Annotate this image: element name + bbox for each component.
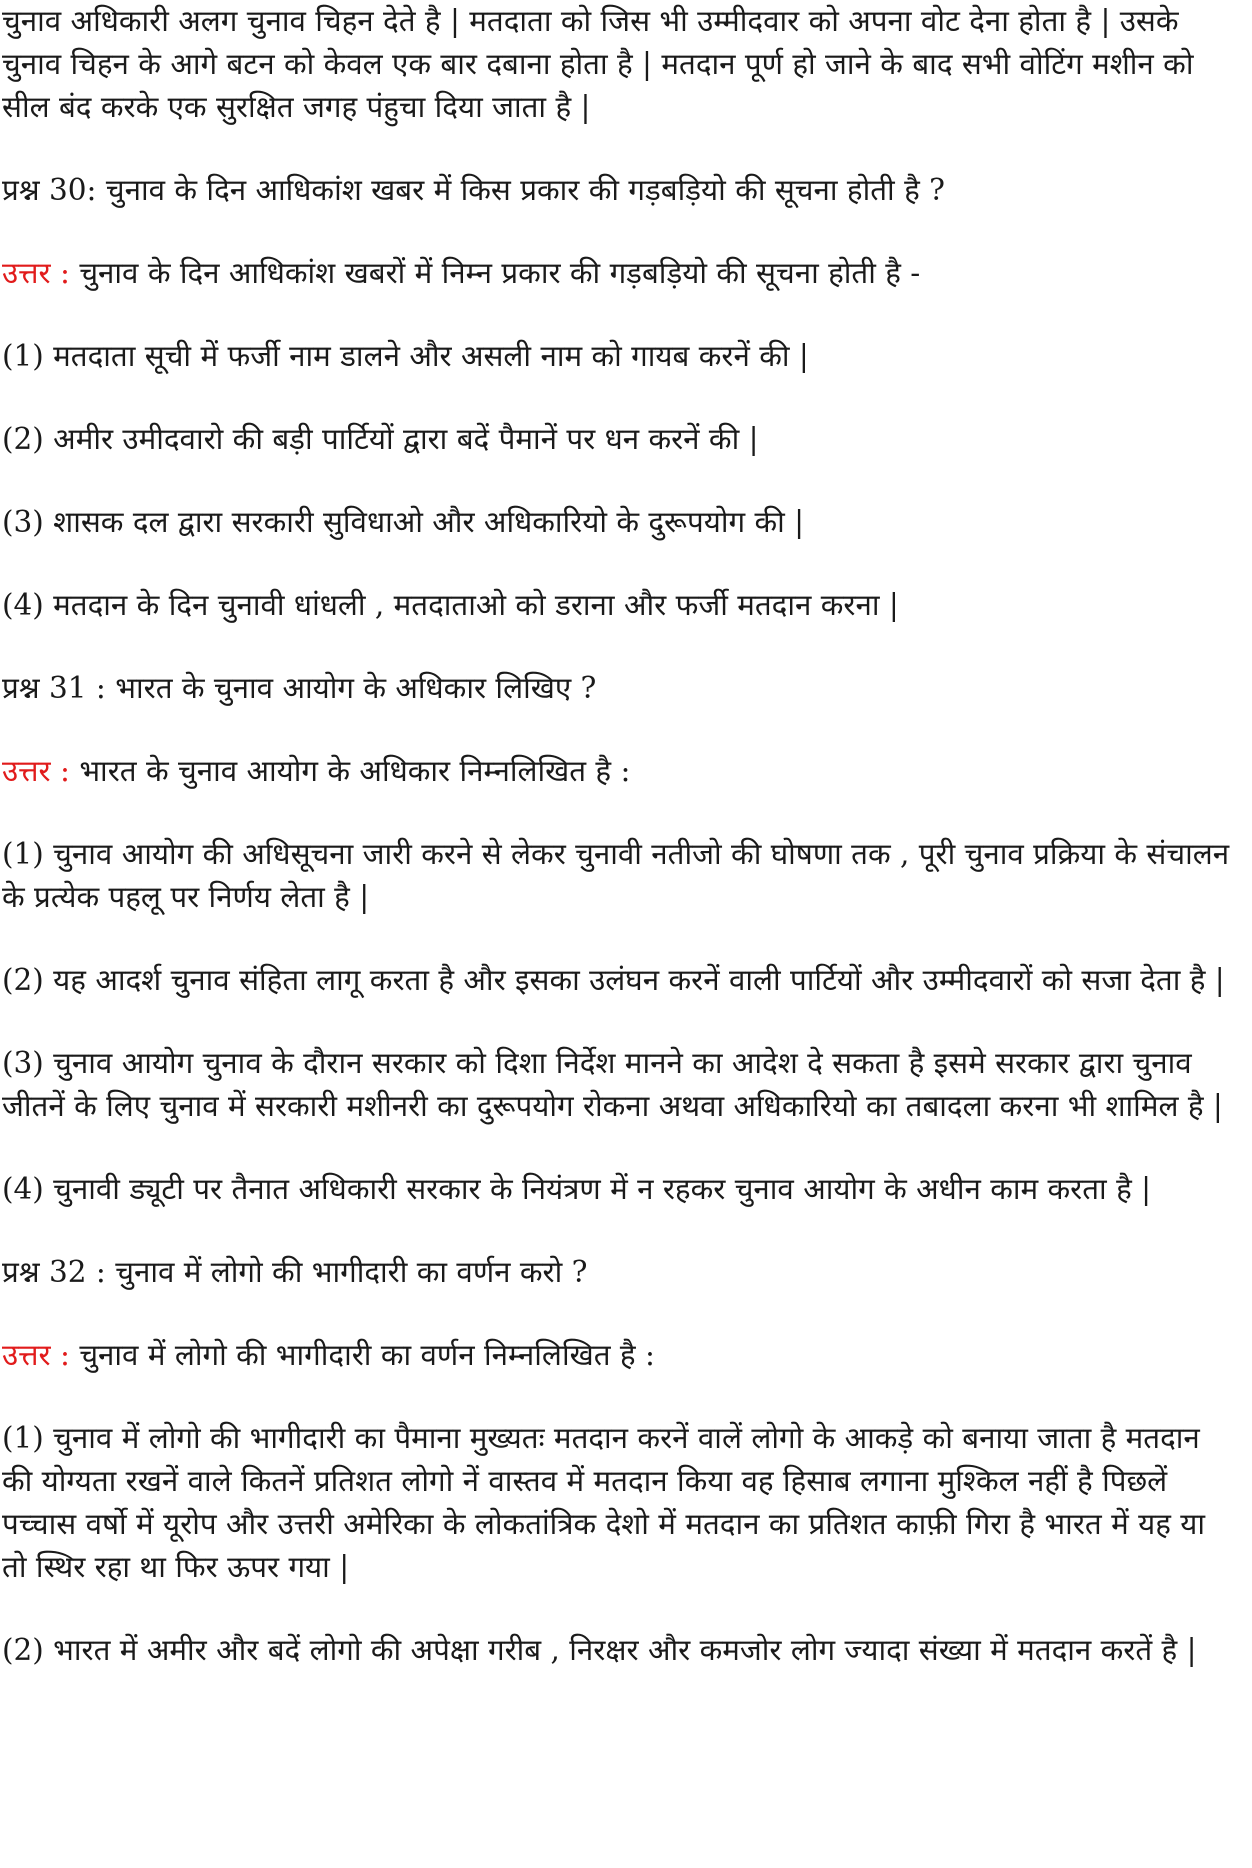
answer-label: उत्तर : — [2, 1338, 70, 1372]
answer-32 — [2, 1334, 1236, 1377]
question-32: प्रश्न 32 : चुनाव में लोगो की भागीदारी का वर्णन करो ? — [2, 1255, 588, 1289]
q31-point-4: (4) चुनावी ड्यूटी पर तैनात अधिकारी सरकार के नियंत्रण में न रहकर चुनाव आयोग के अधीन काम करता है | — [2, 1172, 1152, 1206]
q31-point-2: (2) यह आदर्श चुनाव संहिता लागू करता है और इसका उलंघन करनें वाली पार्टियों और उम्मीदवारों को सजा देता है | — [2, 963, 1225, 997]
q32-point-2: (2) भारत में अमीर और बदें लोगो की अपेक्षा गरीब , निरक्षर और कमजोर लोग ज्यादा संख्या में मतदान करतें है | — [2, 1633, 1197, 1667]
q30-point-3: (3) शासक दल द्वारा सरकारी सुविधाओ और अधिकारियो के दुरूपयोग की | — [2, 505, 805, 539]
q31-point-1: (1) चुनाव आयोग की अधिसूचना जारी करने से लेकर चुनावी नतीजो की घोषणा तक , पूरी चुनाव प्रक्रिया के संचालन के प्रत्येक पहलू पर निर्णय लेता है | — [2, 837, 1230, 914]
q32-point-1: (1) चुनाव में लोगो की भागीदारी का पैमाना मुख्यतः मतदान करनें वालें लोगो के आकड़े को बनाया जाता है मतदान की योग्यता रखनें वाले कितनें प्रतिशत लोगो नें वास्तव में मतदान किया वह हिसाब लगाना मुश्किल नहीं है पिछलें पच्चास वर्षो में यूरोप और उत्तरी अमेरिका के लोकतांत्रिक देशो में मतदान का प्रतिशत काफ़ी गिरा है भारत में यह या तो स्थिर रहा था फिर ऊपर गया | — [2, 1421, 1205, 1584]
q30-point-1: (1) मतदाता सूची में फर्जी नाम डालने और असली नाम को गायब करनें की | — [2, 339, 809, 373]
q30-point-4: (4) मतदान के दिन चुनावी धांधली , मतदाताओ को डराना और फर्जी मतदान करना | — [2, 588, 899, 622]
answer-text: चुनाव में लोगो की भागीदारी का वर्णन निम्नलिखित है : — [69, 1338, 655, 1372]
intro-paragraph: चुनाव अधिकारी अलग चुनाव चिहन देते है | मतदाता को जिस भी उम्मीदवार को अपना वोट देना होता है | उसके चुनाव चिहन के आगे बटन को केवल एक बार दबाना होता है | मतदान पूर्ण हो जाने के बाद सभी वोटिंग मशीन को सील बंद करके एक सुरक्षित जगह पंहुचा दिया जाता है | — [2, 4, 1194, 124]
answer-text: चुनाव के दिन आधिकांश खबरों में निम्न प्रकार की गड़बड़ियो की सूचना होती है - — [69, 256, 921, 290]
question-31: प्रश्न 31 : भारत के चुनाव आयोग के अधिकार लिखिए ? — [2, 671, 597, 705]
q30-point-2: (2) अमीर उमीदवारो की बड़ी पार्टियों द्वारा बदें पैमानें पर धन करनें की | — [2, 422, 759, 456]
question-30: प्रश्न 30: चुनाव के दिन आधिकांश खबर में किस प्रकार की गड़बड़ियो की सूचना होती है ? — [2, 173, 945, 207]
answer-label: उत्तर : — [2, 754, 70, 788]
answer-label: उत्तर : — [2, 256, 70, 290]
answer-31 — [2, 750, 1236, 793]
answer-text: भारत के चुनाव आयोग के अधिकार निम्नलिखित है : — [69, 754, 631, 788]
q31-point-3: (3) चुनाव आयोग चुनाव के दौरान सरकार को दिशा निर्देश मानने का आदेश दे सकता है इसमे सरकार द्वारा चुनाव जीतनें के लिए चुनाव में सरकारी मशीनरी का दुरूपयोग रोकना अथवा अधिकारियो का तबादला करना भी शामिल है | — [2, 1046, 1223, 1123]
answer-30 — [2, 252, 1236, 295]
